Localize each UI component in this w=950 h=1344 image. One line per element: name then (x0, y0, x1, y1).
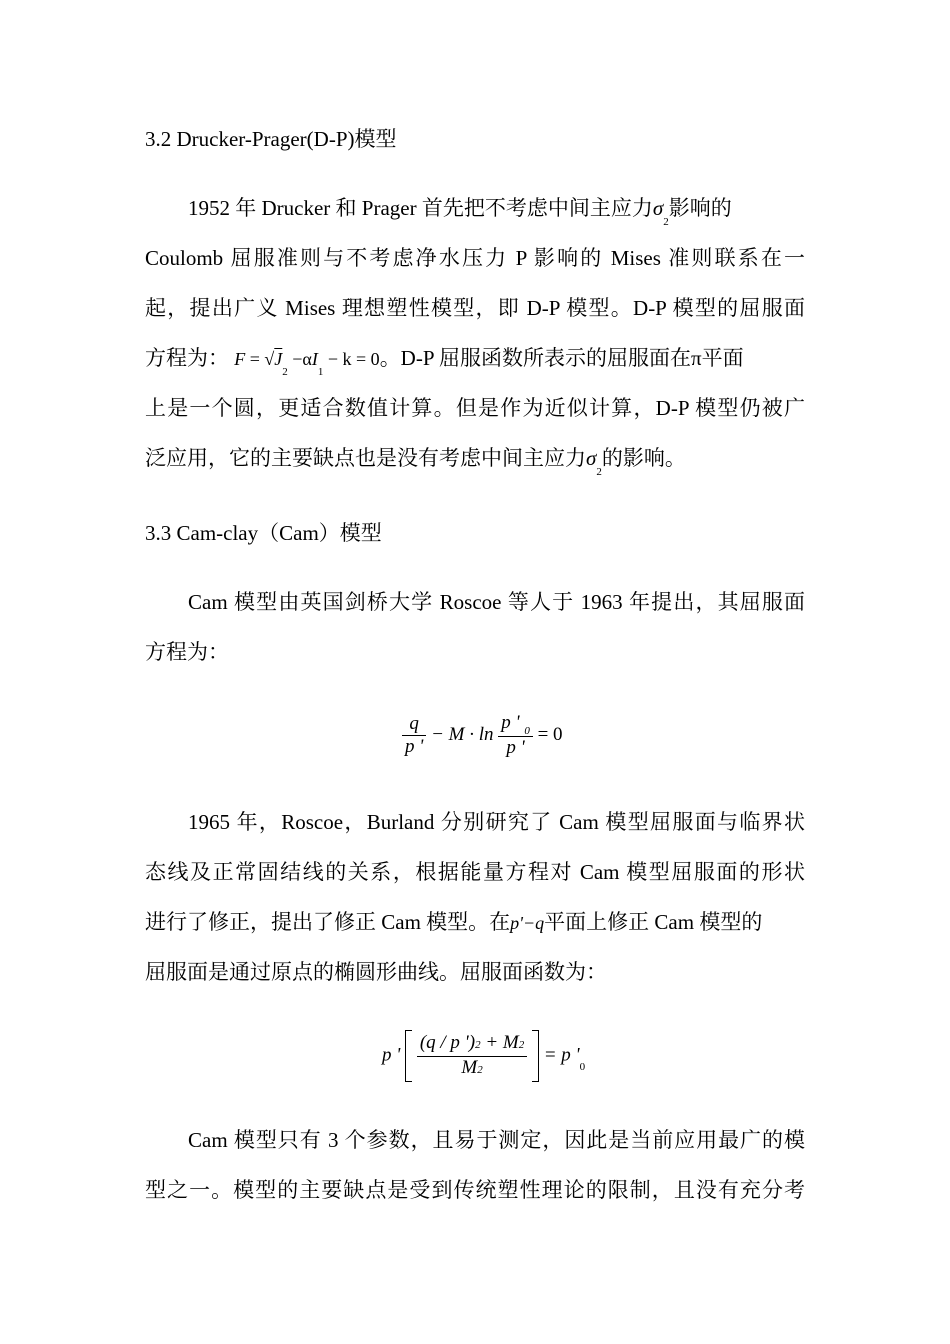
paragraph-line: 态线及正常固结线的关系，根据能量方程对 Cam 模型屈服面的形状 (145, 860, 805, 884)
equation-term: + M (480, 1031, 519, 1053)
paragraph-line (188, 196, 805, 228)
paragraph-line: Cam 模型只有 3 个参数，且易于测定，因此是当前应用最广的模 (188, 1128, 805, 1152)
fraction-denominator: p ' (405, 736, 424, 757)
formula-alpha: −α (287, 349, 312, 369)
pi-symbol: π (691, 346, 702, 370)
text-run: 方程为： (145, 346, 229, 370)
equation-rhs: = 0 (537, 723, 563, 745)
fraction-q-over-p (402, 713, 426, 758)
subscript: 2 (282, 366, 288, 378)
equation-var: p ' (501, 712, 525, 733)
equation-term: (q / p ') (419, 1031, 476, 1053)
subscript: 1 (317, 366, 324, 378)
text-run: 泛应用，它的主要缺点也是没有考虑中间主应力 (145, 446, 586, 470)
fraction-main (417, 1032, 527, 1081)
exponent: 2 (475, 1038, 481, 1051)
text-run: 1952 年 Drucker 和 Prager 首先把不考虑中间主应力 (188, 196, 653, 220)
paragraph-line: 方程为： (145, 640, 229, 664)
section-heading-3-2: 3.2 Drucker-Prager(D-P)模型 (145, 127, 397, 151)
paragraph-line: 型之一。模型的主要缺点是受到传统塑性理论的限制，且没有充分考 (145, 1178, 805, 1202)
equation-rhs: = p ' (543, 1044, 580, 1066)
paragraph-line (145, 346, 805, 378)
equation-term: − M · ln (431, 723, 494, 745)
paragraph-line: 屈服面是通过原点的椭圆形曲线。屈服面函数为： (145, 960, 607, 984)
fraction-numerator: q (402, 713, 426, 736)
fraction-numerator (417, 1032, 527, 1057)
text-run: 平面上修正 Cam 模型的 (544, 910, 763, 934)
equation-var: M (461, 1056, 478, 1078)
paragraph-line: 1965 年，Roscoe，Burland 分别研究了 Cam 模型屈服面与临界状 (188, 810, 805, 834)
paragraph-line (145, 910, 805, 935)
section-heading-3-3: 3.3 Cam-clay（Cam）模型 (145, 521, 382, 545)
formula-var-F: F (234, 349, 246, 369)
paragraph-line (145, 446, 805, 478)
right-bracket (532, 1030, 539, 1082)
subscript: 2 (663, 216, 669, 228)
paragraph-line: 上是一个圆，更适合数值计算。但是作为近似计算，D-P 模型仍被广 (145, 396, 805, 420)
cam-yield-equation (402, 712, 563, 759)
fraction-denominator: p ' (506, 737, 525, 758)
sigma-symbol: σ (586, 446, 597, 470)
text-run: 进行了修正，提出了修正 Cam 模型。在 (145, 910, 511, 934)
text-run: 的影响。 (601, 446, 686, 470)
exponent: 2 (477, 1063, 483, 1076)
subscript: 2 (596, 466, 602, 478)
exponent: 2 (518, 1038, 525, 1051)
paragraph-line: 起，提出广义 Mises 理想塑性模型，即 D-P 模型。D-P 模型的屈服面 (145, 296, 805, 320)
sigma-symbol: σ (652, 196, 664, 220)
text-run: 。D-P 屈服函数所表示的屈服面在 (379, 346, 691, 370)
equation-var: p ' (382, 1044, 401, 1066)
text-run: 平面 (701, 346, 744, 370)
subscript: 0 (579, 1061, 586, 1074)
dp-yield-formula (234, 349, 380, 378)
formula-var-J: J (274, 349, 283, 369)
paragraph-line: Cam 模型由英国剑桥大学 Roscoe 等人于 1963 年提出，其屈服面 (188, 590, 805, 614)
formula-var-I: I (311, 349, 318, 369)
fraction-p0-over-p (498, 712, 533, 759)
paragraph-line: Coulomb 屈服准则与不考虑净水压力 P 影响的 Mises 准则联系在一 (145, 246, 805, 270)
subscript: 0 (524, 725, 530, 737)
inline-math-p-q: p'−q (510, 913, 545, 933)
text-run: 影响的 (668, 196, 732, 220)
fraction-denominator (417, 1057, 527, 1081)
formula-sqrt: = √ (245, 349, 275, 369)
modified-cam-yield-equation (382, 1030, 585, 1082)
fraction-numerator (498, 712, 533, 737)
formula-end: − k = 0 (323, 349, 380, 369)
left-bracket (405, 1030, 412, 1082)
